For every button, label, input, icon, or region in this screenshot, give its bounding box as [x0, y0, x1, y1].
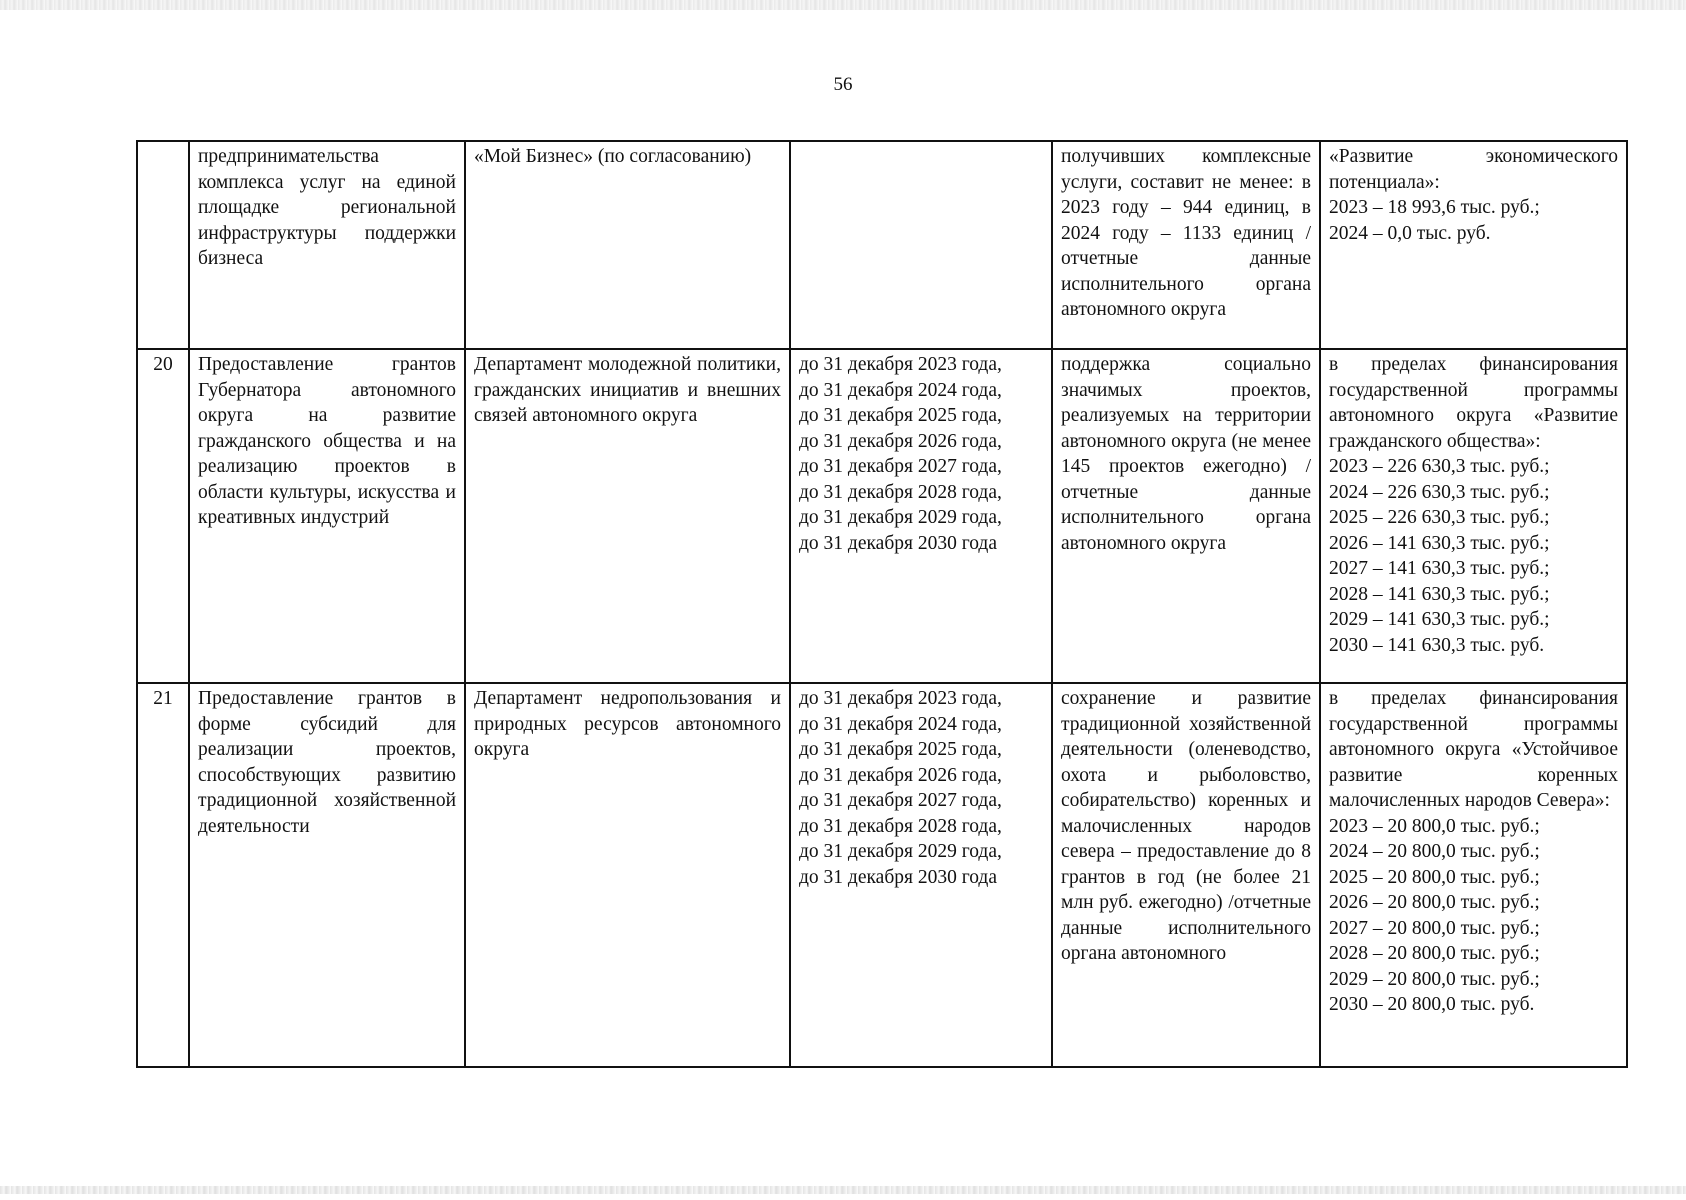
financing-line: 2030 – 141 630,3 тыс. руб. [1329, 634, 1545, 656]
row-number: 21 [137, 683, 189, 1067]
financing-line: 2029 – 20 800,0 тыс. руб.; [1329, 968, 1540, 990]
deadline-item: до 31 декабря 2029 года, [799, 841, 1002, 862]
measures-table [136, 140, 1628, 1068]
financing-line: 2028 – 141 630,3 тыс. руб.; [1329, 583, 1550, 605]
financing-source [1320, 683, 1627, 1067]
financing-line: 2025 – 226 630,3 тыс. руб.; [1329, 507, 1550, 528]
deadline-list [790, 141, 1052, 349]
table-row [137, 349, 1627, 683]
deadline-item: до 31 декабря 2023 года, [799, 354, 1002, 375]
financing-line: 2023 – 226 630,3 тыс. руб.; [1329, 456, 1550, 477]
deadline-item: до 31 декабря 2023 года, [799, 688, 1002, 709]
expected-result: сохранение и развитие традиционной хозяйственной деятельности (оленеводство, охота и рыболовство, собирательство) коренных и малочисленных народов севера – предоставление до 8 грантов в год (не более 21 млн руб. ежегодно) /отчетные данные исполнительного органа автономного [1052, 683, 1320, 1067]
deadline-item: до 31 декабря 2026 года, [799, 764, 1002, 786]
deadline-item: до 31 декабря 2024 года, [799, 379, 1002, 401]
financing-intro: «Развитие экономического потенциала»: [1329, 146, 1618, 193]
deadline-item: до 31 декабря 2027 года, [799, 790, 1002, 811]
measure-name: Предоставление грантов Губернатора автономного округа на развитие гражданского общества и на реализацию проектов в области культуры, искусства и креативных индустрий [189, 349, 465, 683]
deadline-item: до 31 декабря 2027 года, [799, 456, 1002, 477]
deadline-item: до 31 декабря 2030 года [799, 532, 997, 554]
financing-line: 2024 – 20 800,0 тыс. руб.; [1329, 841, 1540, 862]
financing-line: 2023 – 18 993,6 тыс. руб.; [1329, 197, 1540, 218]
responsible-executor: Департамент молодежной политики, гражданских инициатив и внешних связей автономного округа [465, 349, 790, 683]
deadline-item: до 31 декабря 2028 года, [799, 481, 1002, 503]
financing-line: 2029 – 141 630,3 тыс. руб.; [1329, 609, 1550, 630]
financing-line: 2025 – 20 800,0 тыс. руб.; [1329, 866, 1540, 888]
financing-line: 2023 – 20 800,0 тыс. руб.; [1329, 815, 1540, 837]
financing-intro: в пределах финансирования государственной программы автономного округа «Устойчивое развитие коренных малочисленных народов Севера»: [1329, 688, 1618, 811]
scan-edge-top [0, 0, 1686, 10]
responsible-executor: Департамент недропользования и природных ресурсов автономного округа [465, 683, 790, 1067]
deadline-item: до 31 декабря 2025 года, [799, 405, 1002, 426]
responsible-executor: «Мой Бизнес» (по согласованию) [465, 141, 790, 349]
deadline-item: до 31 декабря 2024 года, [799, 713, 1002, 735]
deadline-item: до 31 декабря 2030 года [799, 866, 997, 888]
financing-source [1320, 141, 1627, 349]
deadline-item: до 31 декабря 2026 года, [799, 430, 1002, 452]
expected-result: поддержка социально значимых проектов, реализуемых на территории автономного округа (не менее 145 проектов ежегодно) /отчетные данные исполнительного органа автономного округа [1052, 349, 1320, 683]
scan-edge-bottom [0, 1186, 1686, 1194]
deadline-item: до 31 декабря 2028 года, [799, 815, 1002, 837]
page-number: 56 [833, 74, 853, 95]
financing-line: 2024 – 0,0 тыс. руб. [1329, 222, 1491, 244]
row-number: 20 [137, 349, 189, 683]
table-row [137, 141, 1627, 349]
financing-source [1320, 349, 1627, 683]
measure-name: предпринимательства комплекса услуг на единой площадке региональной инфраструктуры поддержки бизнеса [189, 141, 465, 349]
financing-line: 2028 – 20 800,0 тыс. руб.; [1329, 943, 1540, 964]
financing-line: 2027 – 141 630,3 тыс. руб.; [1329, 558, 1550, 579]
deadline-item: до 31 декабря 2025 года, [799, 739, 1002, 760]
row-number [137, 141, 189, 349]
expected-result: получивших комплексные услуги, составит не менее: в 2023 году – 944 единиц, в 2024 году – 1133 единиц /отчетные данные исполнительного органа автономного округа [1052, 141, 1320, 349]
table-row [137, 683, 1627, 1067]
deadline-list [790, 349, 1052, 683]
deadline-item: до 31 декабря 2029 года, [799, 507, 1002, 528]
measure-name: Предоставление грантов в форме субсидий для реализации проектов, способствующих развитию традиционной хозяйственной деятельности [189, 683, 465, 1067]
financing-line: 2030 – 20 800,0 тыс. руб. [1329, 994, 1535, 1015]
financing-line: 2024 – 226 630,3 тыс. руб.; [1329, 481, 1550, 503]
financing-line: 2027 – 20 800,0 тыс. руб.; [1329, 917, 1540, 939]
deadline-list [790, 683, 1052, 1067]
financing-intro: в пределах финансирования государственной программы автономного округа «Развитие гражданского общества»: [1329, 354, 1618, 452]
financing-line: 2026 – 20 800,0 тыс. руб.; [1329, 892, 1540, 913]
financing-line: 2026 – 141 630,3 тыс. руб.; [1329, 532, 1550, 554]
